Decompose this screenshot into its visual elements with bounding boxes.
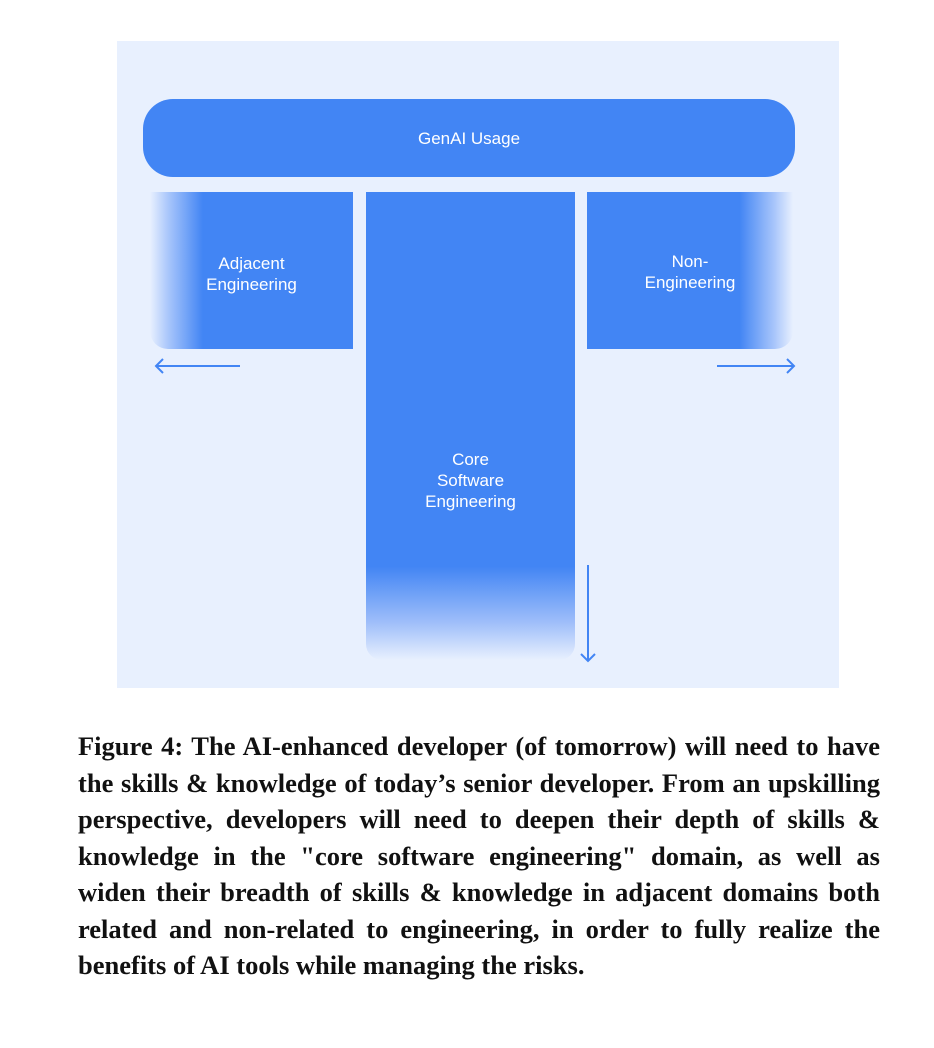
core-software-engineering-label: Core Software Engineering: [425, 450, 516, 511]
genai-usage-label: GenAI Usage: [417, 128, 521, 148]
arrow-right-icon: [714, 357, 798, 375]
figure-caption: Figure 4: The AI-enhanced developer (of tomorrow) will need to have the skills & knowledge of today’s senior developer. From an upskilling perspective, developers will need to deepen their depth of skills & knowledge in the "core software engineering" domain, as well as widen their breadth of skills & knowledge in adjacent domains both related and non-related to engineering, in order to fully realize the benefits of AI tools while managing the risks.: [78, 731, 880, 980]
arrow-down-icon: [579, 563, 597, 665]
figure-panel: [117, 41, 839, 688]
genai-usage-bar: [143, 99, 795, 177]
arrow-left-icon: [153, 357, 245, 375]
core-software-engineering-block: [366, 192, 575, 660]
adjacent-engineering-block: [150, 192, 353, 349]
non-engineering-label: Non- Engineering: [644, 252, 736, 292]
adjacent-engineering-label: Adjacent Engineering: [206, 254, 297, 294]
non-engineering-block: [587, 192, 793, 349]
